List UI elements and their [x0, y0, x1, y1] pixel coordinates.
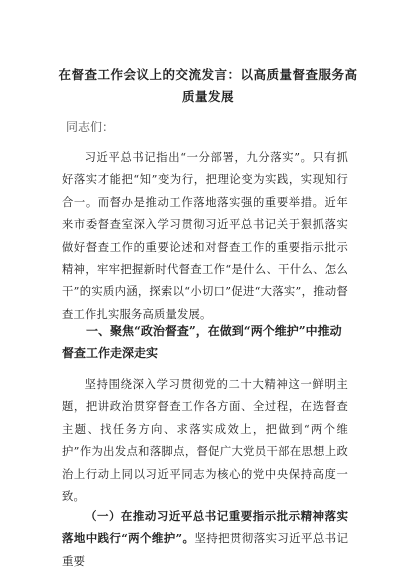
document-title: 在督查工作会议上的交流发言：以高质量督查服务高质量发展 — [58, 67, 358, 104]
section-heading-1: 一、聚焦“政治督查”，在做到“两个维护”中推动督查工作走深走实 — [62, 324, 342, 360]
subsection-heading-1: （一）在推动习近平总书记重要指示批示精神落实落地中践行“两个维护”。 — [62, 509, 348, 546]
paragraph-section-1: 坚持围绕深入学习贯彻党的二十大精神这一鲜明主题，把讲政治贯穿督查工作各方面、全过程，在选督查主题、找任务方向、求落实成效上，把做到“两个维护”作为出发点和落脚点，督促广大党员干部在思想上政治上行动上同以习近平同志为核心的党中央保持高度一致。 — [62, 378, 348, 504]
subsection-paragraph — [62, 505, 348, 572]
greeting: 同志们： — [66, 120, 115, 134]
paragraph-intro: 习近平总书记指出“一分部署，九分落实”。只有抓好落实才能把“知”变为行，把理论变为实践，实现知行合一。而督办是推动工作落地落实强的重要举措。近年来市委督查室深入学习贯彻习近平总书记关于狠抓落实做好督查工作的重要论述和对督查工作的重要指示批示精神，牢牢把握新时代督查工作“是什么、干什么、怎么干”的实质内涵，探索以“小切口”促进“大落实”，推动督查工作扎实服务高质量发展。 — [62, 151, 348, 321]
subsection-text: 坚持把贯彻落实习近平总书记重要 — [62, 531, 349, 568]
